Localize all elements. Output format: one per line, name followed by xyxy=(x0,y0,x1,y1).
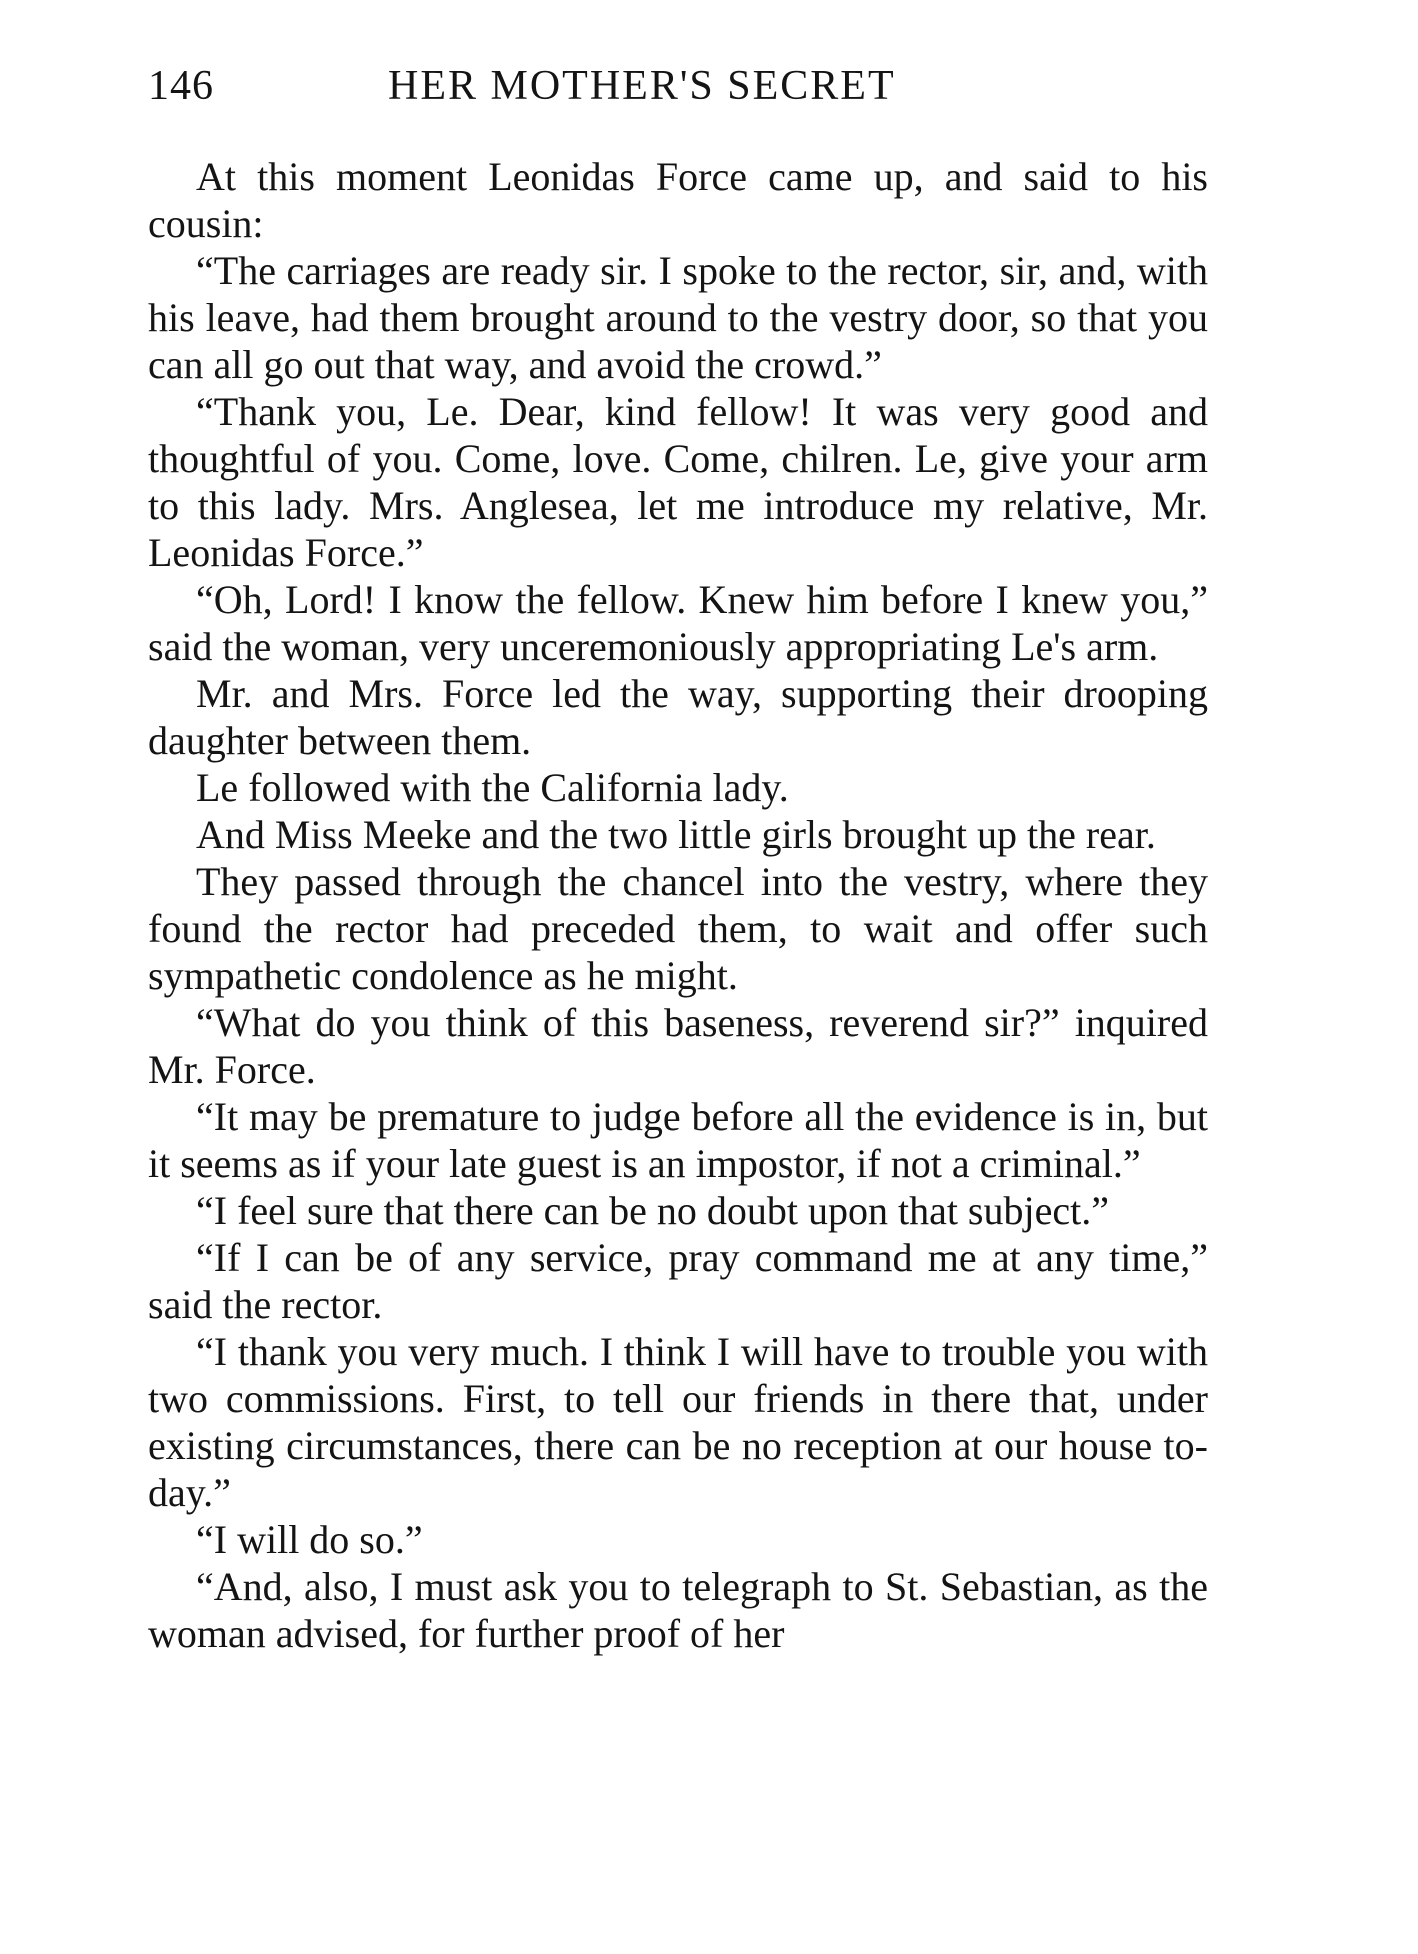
page-number: 146 xyxy=(148,63,214,109)
paragraph: “And, also, I must ask you to telegraph to St. Sebastian, as the woman advised, for further proof of her xyxy=(148,1564,1208,1656)
paragraph: They passed through the chancel into the vestry, where they found the rector had preceded them, to wait and offer such sympathetic condolence as he might. xyxy=(148,859,1208,998)
paragraph: “I thank you very much. I think I will have to trouble you with two commissions. First, to tell our friends in there that, under existing circumstances, there can be no reception at our house to-day.” xyxy=(148,1329,1208,1515)
paragraph: Le followed with the California lady. xyxy=(196,765,789,810)
running-title: HER MOTHER'S SECRET xyxy=(388,63,896,109)
paragraph: And Miss Meeke and the two little girls brought up the rear. xyxy=(196,812,1156,857)
paragraph: “I feel sure that there can be no doubt upon that subject.” xyxy=(196,1188,1109,1233)
paragraph: Mr. and Mrs. Force led the way, supporting their drooping daughter between them. xyxy=(148,671,1208,763)
paragraph: “I will do so.” xyxy=(196,1517,423,1562)
paragraph: “The carriages are ready sir. I spoke to the rector, sir, and, with his leave, had them brought around to the vestry door, so that you can all go out that way, and avoid the crowd.” xyxy=(148,248,1208,387)
paragraph: “It may be premature to judge before all the evidence is in, but it seems as if your late guest is an impostor, if not a criminal.” xyxy=(148,1094,1208,1186)
paragraph: “If I can be of any service, pray command me at any time,” said the rector. xyxy=(148,1235,1208,1327)
paragraph: At this moment Leonidas Force came up, and said to his cousin: xyxy=(148,154,1208,246)
paragraph: “What do you think of this baseness, reverend sir?” inquired Mr. Force. xyxy=(148,1000,1208,1092)
paragraph: “Thank you, Le. Dear, kind fellow! It was very good and thoughtful of you. Come, love. Come, chilren. Le, give your arm to this lady. Mrs. Anglesea, let me introduce my relative, Mr. Leonidas Force.” xyxy=(148,389,1208,575)
running-head xyxy=(148,62,1208,122)
paragraph: “Oh, Lord! I know the fellow. Knew him before I knew you,” said the woman, very unceremoniously appropriating Le's arm. xyxy=(148,577,1208,669)
body-text xyxy=(148,153,1208,1657)
